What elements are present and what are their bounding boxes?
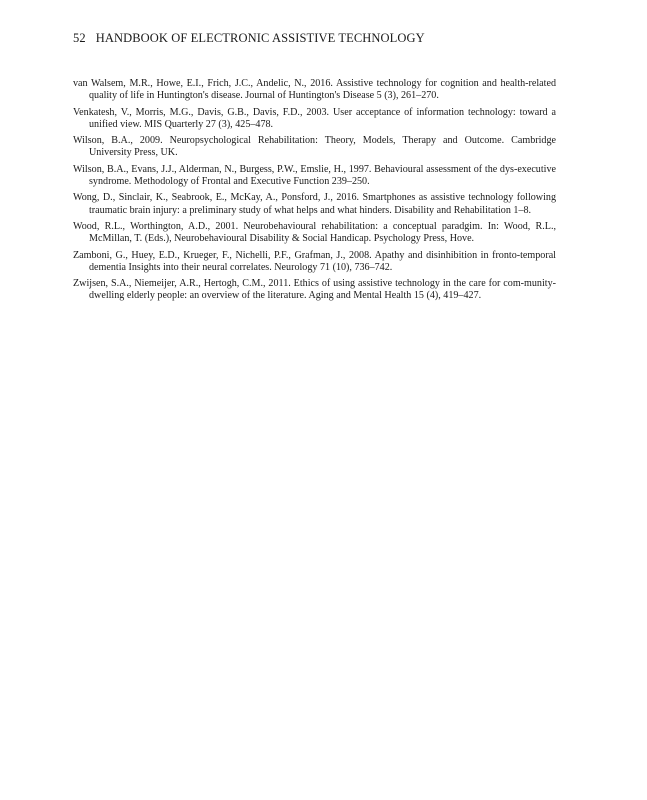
reference-entry: Zamboni, G., Huey, E.D., Krueger, F., Nichelli, P.F., Grafman, J., 2008. Apathy and disinhibition in fronto-temporal dementia Insights into their neural correlates. Neurology 71 (10), 736–742. [73,249,556,273]
page-number: 52 [73,31,86,45]
reference-entry: Venkatesh, V., Morris, M.G., Davis, G.B., Davis, F.D., 2003. User acceptance of information technology: toward a unified view. MIS Quarterly 27 (3), 425–478. [73,106,556,130]
reference-entry: Wilson, B.A., Evans, J.J., Alderman, N., Burgess, P.W., Emslie, H., 1997. Behavioural assessment of the dys-executive syndrome. Methodology of Frontal and Executive Function 239–250. [73,163,556,187]
book-title: HANDBOOK OF ELECTRONIC ASSISTIVE TECHNOLOGY [95,31,425,45]
reference-entry: van Walsem, M.R., Howe, E.I., Frich, J.C., Andelic, N., 2016. Assistive technology for cognition and health-related quality of life in Huntington's disease. Journal of Huntington's Disease 5 (3), 261–270. [73,78,556,102]
reference-entry: Wong, D., Sinclair, K., Seabrook, E., McKay, A., Ponsford, J., 2016. Smartphones as assistive technology following traumatic brain injury: a preliminary study of what helps and what hinders. Disability and Rehabilitation 1–8. [73,192,556,216]
reference-entry: Wood, R.L., Worthington, A.D., 2001. Neurobehavioural rehabilitation: a conceptual paradgim. In: Wood, R.L., McMillan, T. (Eds.), Neurobehavioural Disability & Social Handicap. Psychology Press, Hove. [73,220,556,245]
reference-list [73,78,556,307]
running-head [73,31,425,46]
reference-entry: Zwijsen, S.A., Niemeijer, A.R., Hertogh, C.M., 2011. Ethics of using assistive technology in the care for com-munity-dwelling elderly people: an overview of the literature. Aging and Mental Health 15 (4), 419–427. [73,278,556,302]
reference-entry: Wilson, B.A., 2009. Neuropsychological Rehabilitation: Theory, Models, Therapy and Outcome. Cambridge University Press, UK. [73,135,556,159]
